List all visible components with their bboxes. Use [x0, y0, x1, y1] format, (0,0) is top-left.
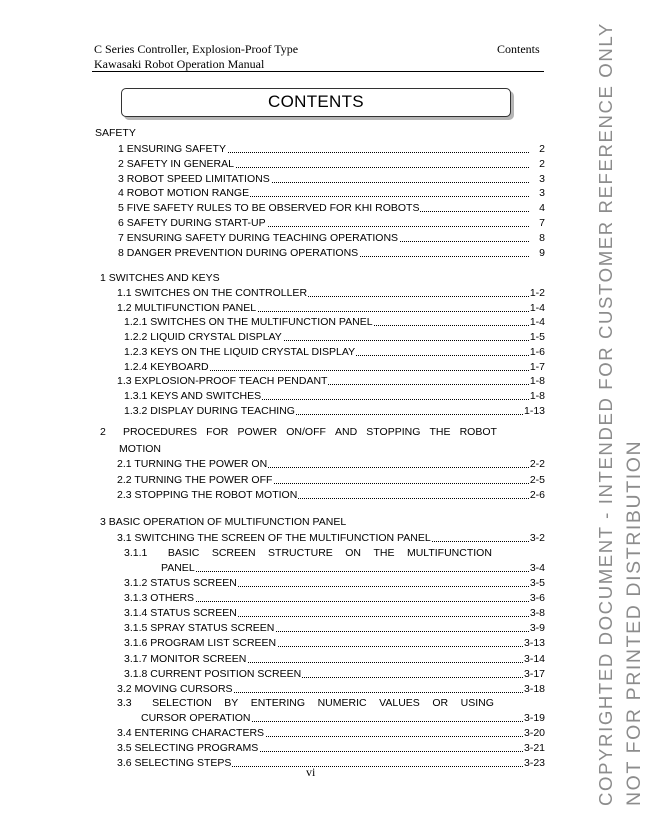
toc-entry-number: 4	[118, 187, 124, 200]
toc-word: MULTIFUNCTION	[406, 547, 492, 559]
toc-entry-page: 3-17	[523, 667, 545, 680]
toc-entry	[117, 287, 545, 300]
toc-entry-title: PROGRAM LIST SCREEN	[150, 637, 277, 650]
toc-entry-text	[124, 622, 275, 635]
toc-entry-page: 2	[539, 143, 545, 155]
toc-entry-title: MONITOR SCREEN	[150, 652, 247, 665]
toc-word: VALUES	[379, 697, 420, 709]
toc-entry-title: DISPLAY DURING TEACHING	[150, 404, 295, 417]
toc-entry-number: 3.1.4	[124, 607, 148, 620]
toc-entry-title: SELECTING PROGRAMS	[134, 742, 259, 755]
toc-entry-number: 2.3	[117, 489, 132, 501]
toc-entry-number: 3.6	[117, 757, 132, 770]
toc-word: POWER	[237, 426, 278, 438]
toc-entry-text	[124, 592, 195, 605]
toc-entry-number: 3.1.2	[124, 577, 148, 589]
toc-entry	[124, 361, 545, 374]
toc-entry-text	[118, 202, 420, 215]
toc-entry-page: 1-8	[529, 389, 545, 402]
toc-entry-text	[118, 143, 227, 156]
toc-entry	[124, 592, 545, 605]
toc-entry	[124, 316, 545, 329]
toc-entry-number: 3	[118, 172, 124, 185]
toc-entry-text	[124, 607, 238, 620]
toc-entry-number: 1.2.1	[124, 316, 148, 329]
toc-entry-text	[117, 375, 328, 388]
toc-entry-number: 3.1.7	[124, 652, 148, 665]
toc-entry-page: 3	[539, 172, 545, 185]
toc-entry-title: ROBOT SPEED LIMITATIONS	[126, 172, 270, 185]
toc-entry	[124, 331, 545, 344]
toc-entry	[118, 143, 545, 156]
toc-entry-page: 3	[539, 187, 545, 200]
toc-entry-title: PANEL	[161, 562, 195, 574]
toc-entry-page: 2-6	[529, 489, 545, 501]
toc-entry	[118, 158, 545, 171]
toc-word: OR	[432, 697, 449, 709]
toc-entry-title: ENSURING SAFETY	[126, 143, 226, 155]
toc-entry-page: 4	[539, 202, 545, 215]
toc-entry	[118, 247, 545, 260]
toc-entry-page: 3-23	[523, 757, 545, 770]
toc-word: ENTERING	[250, 697, 306, 709]
toc-entry	[117, 474, 545, 487]
toc-entry-number: 3.2	[117, 682, 132, 695]
toc-entry-title: STATUS SCREEN	[150, 577, 237, 589]
toc-entry-page: 7	[539, 217, 545, 229]
toc-entry-text	[117, 683, 234, 696]
toc-entry-title: ENSURING SAFETY DURING TEACHING OPERATIONS	[126, 231, 399, 244]
toc-entry-text	[117, 458, 268, 471]
toc-word: FOR	[206, 426, 229, 438]
toc-entry-wrapped	[117, 697, 494, 710]
toc-entry-title: LIQUID CRYSTAL DISPLAY	[150, 331, 282, 344]
toc-entry	[117, 375, 545, 388]
toc-entry-text	[117, 742, 259, 755]
toc-entry-text	[124, 390, 262, 403]
toc-entry-number: 3.1.3	[124, 592, 148, 605]
toc-entry-text	[124, 361, 210, 374]
toc-entry-number: 3.1.6	[124, 637, 148, 650]
toc-entry	[124, 668, 545, 681]
toc-entry-number: 3.1.1	[124, 547, 148, 559]
toc-entry	[117, 458, 545, 471]
toc-entry-page: 3-13	[523, 637, 545, 650]
toc-entry-text	[124, 331, 283, 344]
toc-word: NUMERIC	[317, 697, 367, 709]
toc-entry-continued	[141, 712, 545, 725]
page-number: vi	[306, 765, 316, 779]
toc-word: SCREEN	[211, 547, 256, 559]
toc-entry	[117, 727, 545, 740]
toc-entry	[124, 390, 545, 403]
toc-leader-dots	[161, 571, 529, 572]
toc-word: THE	[373, 547, 395, 559]
toc-entry-title: STATUS SCREEN	[150, 607, 237, 620]
chapter-heading-3: 3 BASIC OPERATION OF MULTIFUNCTION PANEL	[100, 516, 347, 528]
toc-entry-text	[117, 474, 273, 487]
toc-entry-page: 3-19	[523, 712, 545, 724]
toc-entry-number: 3.3	[117, 697, 132, 709]
contents-title: CONTENTS	[268, 92, 364, 111]
toc-word: PROCEDURES	[122, 426, 198, 438]
toc-word: THE	[429, 426, 451, 438]
toc-entry-title: SPRAY STATUS SCREEN	[150, 622, 275, 635]
toc-entry	[117, 302, 545, 315]
toc-entry-title: DANGER PREVENTION DURING OPERATIONS	[126, 246, 359, 259]
toc-entry	[124, 346, 545, 359]
toc-entry-page: 2	[539, 157, 545, 170]
toc-entry-page: 3-8	[529, 607, 545, 620]
toc-entry	[117, 742, 545, 755]
toc-entry-number: 1.2	[117, 301, 132, 314]
toc-entry-text	[118, 158, 235, 171]
toc-entry	[117, 683, 545, 696]
toc-entry-title: ROBOT MOTION RANGE	[126, 187, 250, 200]
toc-entry-page: 3-6	[529, 592, 545, 605]
chapter-heading-2-continued: MOTION	[119, 443, 161, 455]
toc-entry-title: SAFETY DURING START-UP	[126, 217, 266, 229]
toc-entry	[118, 202, 545, 215]
watermark-line-2: NOT FOR PRINTED DISTRIBUTION	[623, 439, 645, 806]
toc-entry-number: 1.2.4	[124, 360, 148, 373]
toc-entry-page: 1-2	[529, 287, 545, 299]
toc-entry-number: 3.4	[117, 727, 132, 739]
toc-entry-text	[117, 757, 232, 770]
toc-entry	[124, 637, 545, 650]
toc-entry-page: 9	[539, 246, 545, 259]
toc-word: ON/OFF	[286, 426, 326, 438]
toc-entry-number: 7	[118, 231, 124, 244]
toc-entry-text	[117, 287, 308, 300]
toc-entry-title: KEYS ON THE LIQUID CRYSTAL DISPLAY	[150, 345, 356, 358]
toc-word: AND	[335, 426, 358, 438]
toc-entry-title: TURNING THE POWER ON	[134, 458, 268, 470]
toc-entry-title: MULTIFUNCTION PANEL	[134, 301, 257, 314]
toc-entry-number: 3.1.5	[124, 622, 148, 635]
section-heading-safety: SAFETY	[95, 127, 136, 139]
toc-entry-page: 1-8	[529, 375, 545, 388]
toc-entry-page: 3-5	[529, 577, 545, 589]
watermark-line-1: COPYRIGHTED DOCUMENT - INTENDED FOR CUSTOMER REFERENCE ONLY	[595, 22, 616, 806]
toc-word: ON	[345, 547, 362, 559]
toc-entry	[124, 577, 545, 590]
toc-entry-page: 1-7	[529, 360, 545, 373]
toc-word: STRUCTURE	[268, 547, 333, 559]
header-manual-title: Kawasaki Robot Operation Manual	[94, 57, 265, 71]
toc-entry-number: 5	[118, 202, 124, 215]
toc-entry-number: 3.1.8	[124, 667, 148, 680]
chapter-heading-2	[100, 426, 497, 439]
toc-entry-text	[117, 532, 432, 545]
toc-entry-title: KEYBOARD	[150, 360, 209, 373]
toc-word: ROBOT	[459, 426, 497, 438]
toc-entry-number: 1.1	[117, 287, 132, 299]
toc-entry-text	[118, 217, 267, 230]
toc-entry	[118, 187, 545, 200]
toc-entry-title: CURRENT POSITION SCREEN	[150, 667, 302, 680]
toc-word: BASIC	[167, 547, 200, 559]
toc-entry-title: ENTERING CHARACTERS	[134, 727, 265, 739]
toc-entry-page: 1-4	[529, 316, 545, 329]
toc-entry-text	[118, 187, 250, 200]
toc-entry-text	[124, 346, 356, 359]
toc-entry-number: 1.3	[117, 375, 132, 388]
toc-word: BY	[224, 697, 239, 709]
toc-entry-title: EXPLOSION-PROOF TEACH PENDANT	[134, 375, 328, 388]
toc-entry-text	[124, 405, 296, 418]
copyright-watermark	[565, 18, 645, 808]
toc-entry-page: 1-5	[529, 331, 545, 344]
toc-entry	[118, 173, 545, 186]
toc-entry-title: SWITCHING THE SCREEN OF THE MULTIFUNCTION PANEL	[134, 532, 431, 544]
toc-entry-title: SAFETY IN GENERAL	[126, 157, 234, 170]
toc-entry-text	[117, 302, 257, 315]
toc-entry-page: 1-13	[523, 404, 545, 417]
toc-entry-title: SWITCHES ON THE CONTROLLER	[134, 287, 308, 299]
toc-entry-page: 3-4	[529, 562, 545, 574]
toc-entry-number: 2.2	[117, 473, 132, 486]
toc-entry-page: 8	[539, 231, 545, 244]
toc-entry-number: 8	[118, 246, 124, 259]
toc-entry	[124, 405, 545, 418]
toc-entry-title: SWITCHES ON THE MULTIFUNCTION PANEL	[150, 316, 373, 329]
toc-entry-page: 2-2	[529, 458, 545, 470]
toc-entry-text	[124, 637, 277, 650]
toc-entry-text	[117, 489, 298, 502]
toc-entry-title: SELECTING STEPS	[134, 757, 232, 770]
toc-entry-title: MOVING CURSORS	[134, 682, 233, 695]
toc-entry-page: 3-2	[529, 532, 545, 544]
toc-entry-text	[118, 173, 271, 186]
toc-entry-continued	[161, 562, 545, 575]
toc-entry-title: STOPPING THE ROBOT MOTION	[134, 489, 298, 501]
toc-entry	[117, 489, 545, 502]
toc-entry-page: 3-14	[523, 652, 545, 665]
toc-entry-wrapped	[124, 547, 492, 560]
header-product-title: C Series Controller, Explosion-Proof Type	[94, 42, 299, 56]
toc-entry-number: 2	[118, 157, 124, 170]
toc-entry-number: 1.3.2	[124, 404, 148, 417]
toc-entry-page: 3-20	[523, 727, 545, 739]
toc-entry-number: 3.1	[117, 532, 132, 544]
toc-word: USING	[460, 697, 494, 709]
toc-entry-page: 1-4	[529, 301, 545, 314]
toc-entry-title: FIVE SAFETY RULES TO BE OBSERVED FOR KHI ROBOTS	[126, 202, 420, 215]
toc-entry-page: 3-21	[523, 742, 545, 755]
toc-entry	[117, 757, 545, 770]
toc-entry-page: 3-18	[523, 682, 545, 695]
toc-entry-number: 2.1	[117, 458, 132, 470]
toc-entry-text	[124, 653, 247, 666]
toc-entry-page: 2-5	[529, 473, 545, 486]
toc-entry	[124, 607, 545, 620]
toc-entry-title: TURNING THE POWER OFF	[134, 473, 273, 486]
toc-entry-page: 3-9	[529, 622, 545, 635]
header-section-label: Contents	[497, 42, 540, 56]
toc-entry-text	[124, 316, 374, 329]
toc-entry-text	[118, 232, 399, 245]
toc-entry	[124, 622, 545, 635]
toc-entry	[117, 532, 545, 545]
toc-entry	[118, 217, 545, 230]
toc-entry-number: 6	[118, 217, 124, 229]
toc-entry-text	[124, 668, 302, 681]
toc-entry-title: CURSOR OPERATION	[141, 712, 251, 724]
toc-entry-number: 1.2.2	[124, 331, 148, 344]
toc-entry	[118, 232, 545, 245]
toc-entry	[124, 653, 545, 666]
toc-entry-title: KEYS AND SWITCHES	[150, 389, 262, 402]
toc-entry-number: 1.3.1	[124, 389, 148, 402]
toc-entry-text	[124, 577, 238, 590]
toc-entry-title: OTHERS	[150, 592, 195, 605]
toc-entry-page: 1-6	[529, 345, 545, 358]
toc-entry-number: 1	[118, 143, 124, 155]
toc-entry-number: 3.5	[117, 742, 132, 755]
toc-word: STOPPING	[366, 426, 421, 438]
toc-entry-text	[117, 727, 265, 740]
toc-entry-number: 2	[100, 426, 106, 438]
chapter-heading-1: 1 SWITCHES AND KEYS	[100, 272, 220, 284]
toc-word: SELECTION	[152, 697, 212, 709]
toc-entry-number: 1.2.3	[124, 345, 148, 358]
toc-entry-text	[118, 247, 359, 260]
